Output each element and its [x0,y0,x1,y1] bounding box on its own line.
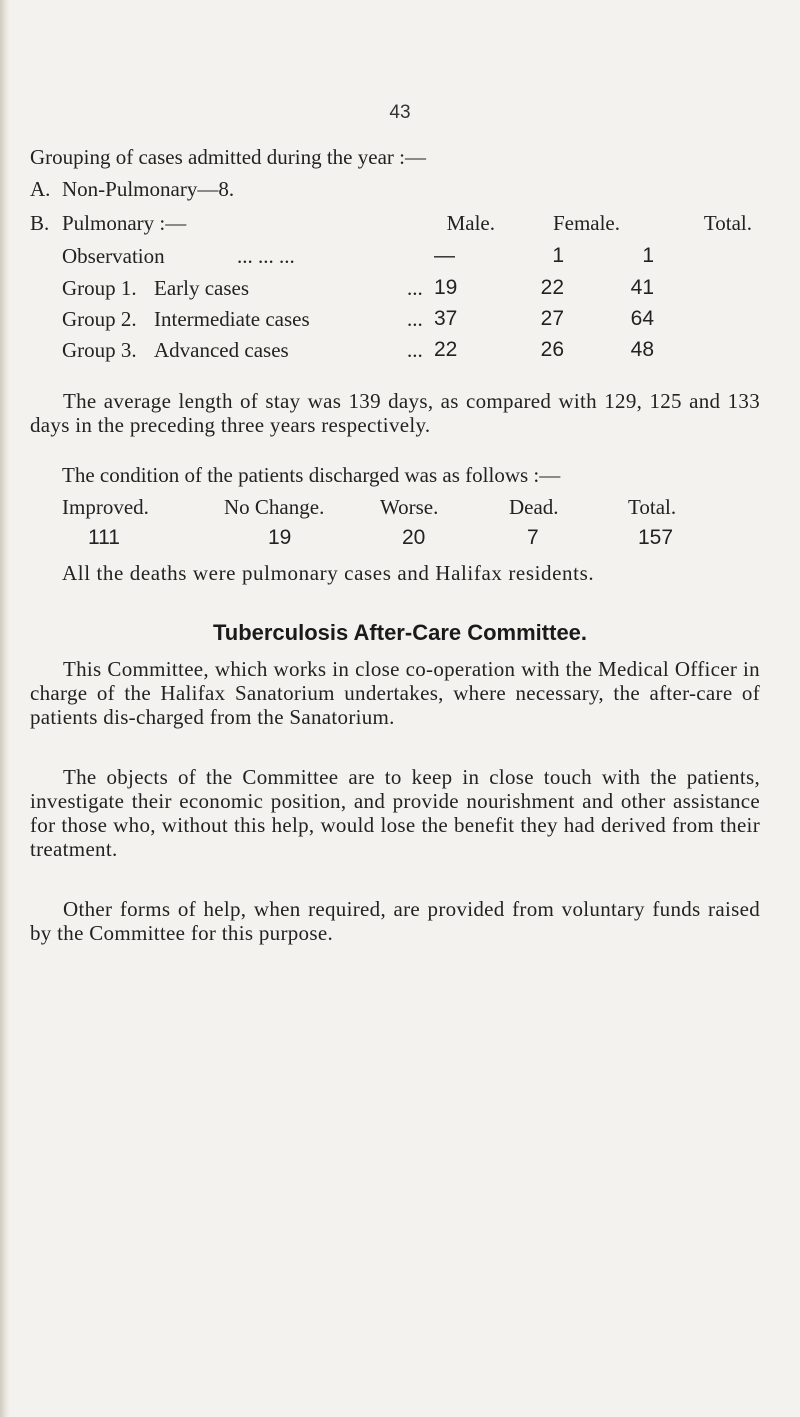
page-binding-shadow [0,0,10,1417]
condition-value-total: 157 [638,526,674,549]
condition-intro: The condition of the patients discharged was as follows :— [62,463,561,487]
row-observation-label: Observation [62,244,165,268]
row-group3-male: 22 [434,338,458,361]
section-a-label: A. [30,177,51,201]
section-b-label: B. [30,211,50,235]
condition-header-dead: Dead. [509,495,559,519]
condition-header-no-change: No Change. [224,495,325,519]
deaths-note: All the deaths were pulmonary cases and Halifax residents. [62,561,595,585]
committee-paragraph-3: Other forms of help, when required, are provided from voluntary funds raised by the Committee for this purpose. [30,897,760,945]
row-group1-desc: Early cases [154,276,250,300]
row-group2-total: 64 [630,307,654,330]
row-group1-label: Group 1. [62,276,137,300]
row-group2-male: 37 [434,307,458,330]
row-observation-leader: ... ... ... [237,244,295,268]
row-group3-female: 26 [540,338,564,361]
row-group2-label: Group 2. [62,307,137,331]
page-number: 43 [389,102,411,123]
header-male: Male. [446,211,495,235]
row-observation-female: 1 [552,244,564,267]
section-b-text: Pulmonary :— [62,211,187,235]
row-group1-female: 22 [540,276,564,299]
row-group2-female: 27 [540,307,564,330]
row-group3-total: 48 [630,338,654,361]
condition-value-dead: 7 [527,526,539,549]
header-total: Total. [703,211,752,235]
condition-value-no-change: 19 [268,526,292,549]
condition-header-improved: Improved. [62,495,149,519]
condition-header-total: Total. [628,495,677,519]
stay-paragraph: The average length of stay was 139 days, as compared with 129, 125 and 133 days in the preceding three years respectively. [30,389,760,437]
row-observation-total: 1 [642,244,654,267]
row-group1-total: 41 [630,276,654,299]
row-group1-male: 19 [434,276,458,299]
condition-value-worse: 20 [402,526,426,549]
committee-paragraph-1: This Committee, which works in close co-operation with the Medical Officer in charge of the Halifax Sanatorium undertakes, where necessary, the after-care of patients dis-charged from the Sanatorium. [30,657,760,729]
row-group3-label: Group 3. [62,338,137,362]
row-group2-desc: Intermediate cases [154,307,310,331]
committee-heading: Tuberculosis After-Care Committee. [212,620,588,645]
header-female: Female. [552,211,620,235]
row-group3-leader: ... [407,338,423,362]
committee-paragraph-2: The objects of the Committee are to keep in close touch with the patients, investigate their economic position, and provide nourishment and other assistance for those who, without this help, would lose the benefit they had derived from their treatment. [30,765,760,861]
row-observation-male: — [434,244,455,267]
condition-header-worse: Worse. [380,495,439,519]
row-group2-leader: ... [407,307,423,331]
grouping-intro: Grouping of cases admitted during the year :— [30,145,426,169]
condition-value-improved: 111 [88,526,120,549]
row-group1-leader: ... [407,276,423,300]
section-a-text: Non-Pulmonary—8. [62,177,235,201]
row-group3-desc: Advanced cases [154,338,289,362]
